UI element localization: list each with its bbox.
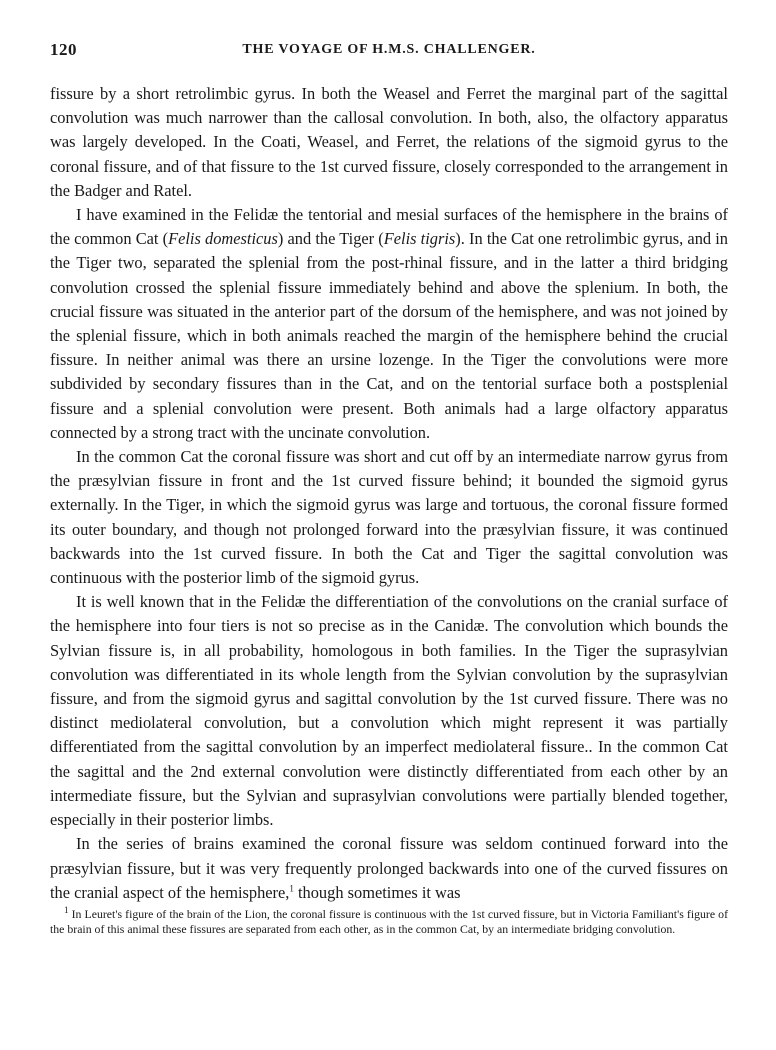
italic-term: Felis domesticus xyxy=(168,229,278,249)
paragraph-text: In the common Cat the coronal fissure was short and cut off by an intermediate narrow gyrus from the præsylvian fissure in front and the 1st curved fissure behind; it bounded the sigmoid gyrus externally. In the Tiger, in which the sigmoid gyrus was large and tortuous, the coronal fissure formed its outer boundary, and though not prolonged forward into the præsylvian fissure, it was continued backwards into the 1st curved fissure. In both the Cat and Tiger the sagittal convolution was continuous with the posterior limb of the sigmoid gyrus. xyxy=(50,447,728,588)
body-paragraph xyxy=(50,203,728,445)
paragraph-text: fissure by a short retrolimbic gyrus. In both the Weasel and Ferret the marginal part of the sagittal convolution was much narrower than the callosal convolution. In both, also, the olfactory apparatus was largely developed. In the Coati, Weasel, and Ferret, the relations of the sigmoid gyrus to the coronal fissure, and of that fissure to the 1st curved fissure, closely corresponded to the arrangement in the Badger and Ratel. xyxy=(50,84,728,200)
footnote xyxy=(50,904,728,937)
paragraph-text: ). In the Cat one retrolimbic gyrus, and in the Tiger two, separated the splenial from the post-rhinal fissure, and in the latter a third bridging convolution crossed the splenial fissure immediately behind and above the splenium. In both, the crucial fissure was situated in the anterior part of the dorsum of the hemisphere, and was not joined by the splenial fissure, which in both animals reached the margin of the hemisphere behind the crucial fissure. In neither animal was there an ursine lozenge. In the Tiger the convolutions were more subdivided by secondary fissures than in the Cat, and on the tentorial surface both a postsplenial fissure and a splenial convolution were present. Both animals had a large olfactory apparatus connected by a strong tract with the uncinate convolution. xyxy=(50,229,728,442)
running-title: THE VOYAGE OF H.M.S. CHALLENGER. xyxy=(242,42,536,57)
body-paragraph xyxy=(50,590,728,832)
footnote-text: In Leuret's figure of the brain of the Lion, the coronal fissure is continuous with the 1st curved fissure, but in Victoria Familiant's figure of the brain of this animal these fissures are separated from each other, as in the common Cat, by an intermediate bridging convolution. xyxy=(50,906,728,936)
footnotes xyxy=(50,904,728,937)
page xyxy=(50,40,728,937)
paragraph-text: In the series of brains examined the coronal fissure was seldom continued forward into the præsylvian fissure, but it was very frequently prolonged backwards into one of the curved fissures on the cranial aspect of the hemisphere, xyxy=(50,834,728,902)
running-head xyxy=(50,40,728,66)
paragraph-text: It is well known that in the Felidæ the differentiation of the convolutions on the cranial surface of the hemisphere into four tiers is not so precise as in the Canidæ. The convolution which bounds the Sylvian fissure is, in all probability, homologous in both families. In the Tiger the suprasylvian convolution was differentiated in its whole length from the Sylvian convolution by the suprasylvian fissure, and from the sigmoid gyrus and sagittal convolution by the 1st curved fissure. There was no distinct mediolateral convolution, but a convolution which might represent it was partially differentiated from the sagittal convolution by an imperfect mediolateral fissure.. In the common Cat the sagittal and the 2nd external convolution were distinctly differentiated from each other by an intermediate fissure, but the Sylvian and suprasylvian convolutions were partially blended together, especially in their posterior limbs. xyxy=(50,592,728,830)
body-paragraph xyxy=(50,832,728,905)
footnote-number: 1 xyxy=(64,904,69,915)
body-text xyxy=(50,82,728,905)
footnote-marker: 1 xyxy=(289,883,294,894)
paragraph-text: though sometimes it was xyxy=(293,882,461,902)
paragraph-text: ) and the Tiger ( xyxy=(277,229,384,249)
italic-term: Felis tigris xyxy=(383,229,456,249)
paragraph-text: I have examined in the Felidæ the tentorial and mesial surfaces of the hemisphere in the brains of the common Cat ( xyxy=(50,205,728,249)
page-number: 120 xyxy=(50,40,77,59)
body-paragraph xyxy=(50,82,728,203)
body-paragraph xyxy=(50,445,728,590)
